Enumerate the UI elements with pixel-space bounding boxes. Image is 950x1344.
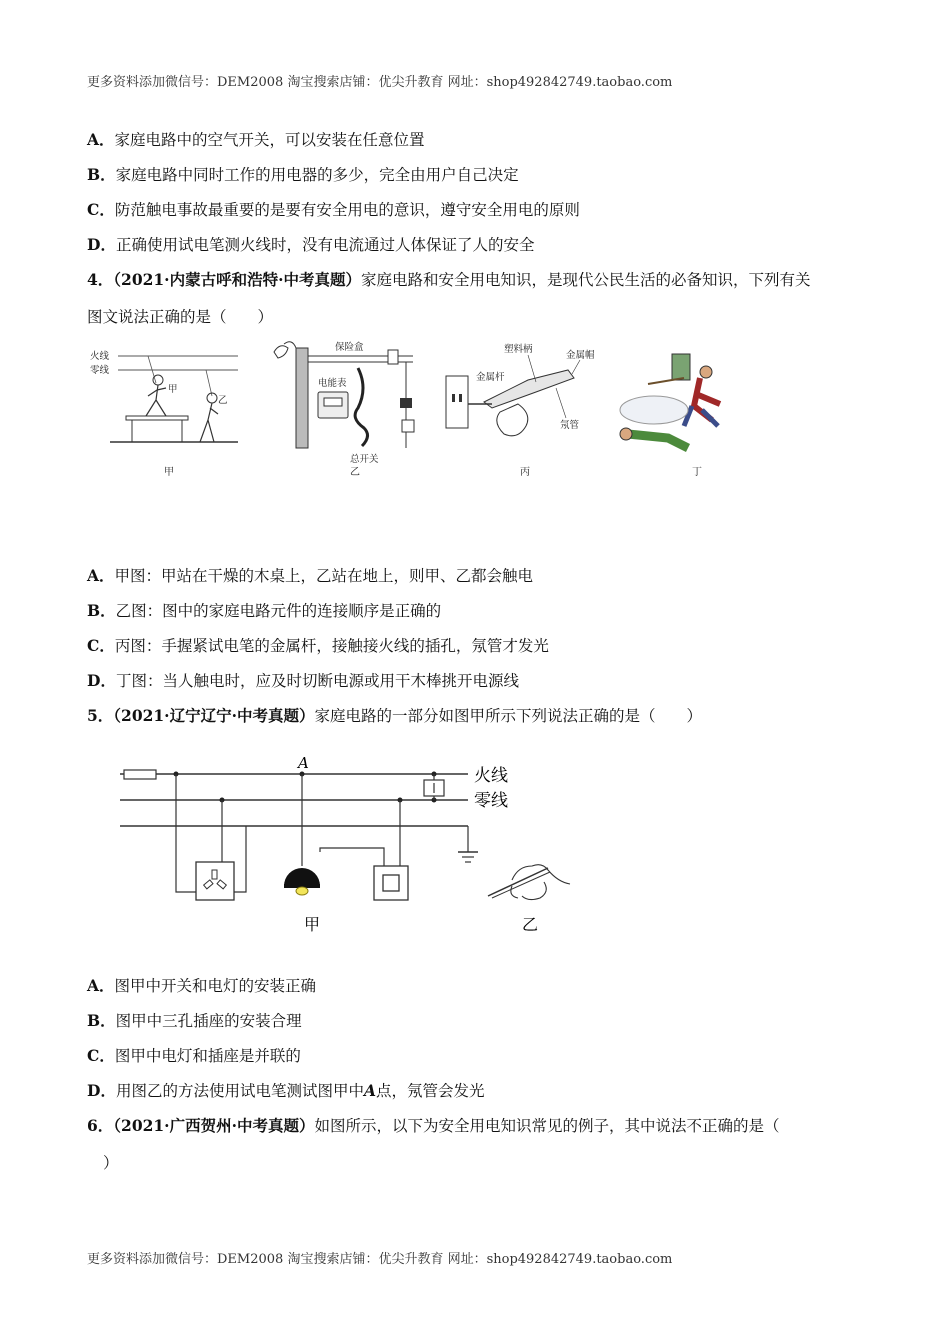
- svg-text:氖管: 氖管: [560, 420, 580, 431]
- svg-text:金属杆: 金属杆: [476, 372, 505, 383]
- q4-option-c: C．丙图：手握紧试电笔的金属杆，接触接火线的插孔，氖管才发光: [87, 636, 549, 655]
- svg-text:零线: 零线: [90, 365, 110, 376]
- q3-option-a: A．家庭电路中的空气开关，可以安装在任意位置: [87, 130, 425, 149]
- q4-figure: [88, 338, 748, 483]
- q4-caption-jia: 甲: [164, 467, 174, 478]
- q5-caption-jia: 甲: [304, 915, 321, 934]
- svg-text:零线: 零线: [474, 791, 508, 811]
- q4-panel-bing: [446, 343, 595, 478]
- svg-text:金属帽: 金属帽: [566, 350, 595, 361]
- svg-text:A: A: [298, 754, 309, 772]
- q5-option-b: B．图甲中三孔插座的安装合理: [87, 1011, 302, 1030]
- svg-text:保险盒: 保险盒: [335, 342, 364, 353]
- q4-panel-yi: [274, 341, 414, 478]
- q3-option-b: B．家庭电路中同时工作的用电器的多少，完全由用户自己决定: [87, 165, 519, 184]
- page-footer: 更多资料添加微信号：DEM2008 淘宝搜索店铺：优尖升教育 网址：shop492842749.taobao.com: [87, 1252, 673, 1267]
- svg-text:电能表: 电能表: [318, 378, 347, 389]
- q6-stem: 6．（2021·广西贺州·中考真题）如图所示，以下为安全用电知识常见的例子，其中说法不正确的是（: [87, 1116, 780, 1135]
- svg-text:火线: 火线: [90, 351, 110, 362]
- q3-option-c: C．防范触电事故最重要的是要有安全用电的意识，遵守安全用电的原则: [87, 200, 580, 219]
- q4-caption-yi: 乙: [350, 467, 360, 478]
- q5-option-a: A．图甲中开关和电灯的安装正确: [87, 976, 317, 995]
- q4-stem-cont: 图文说法正确的是（ ）: [87, 308, 274, 326]
- q5-caption-yi: 乙: [522, 915, 539, 934]
- q4-panel-ding: [620, 354, 720, 478]
- page-header: 更多资料添加微信号：DEM2008 淘宝搜索店铺：优尖升教育 网址：shop492842749.taobao.com: [87, 75, 673, 90]
- q4-option-d: D．丁图：当人触电时，应及时切断电源或用干木棒挑开电源线: [87, 671, 519, 690]
- q4-caption-bing: 丙: [520, 467, 530, 478]
- q4-option-b: B．乙图：图中的家庭电路元件的连接顺序是正确的: [87, 601, 442, 620]
- q4-option-a: A．甲图：甲站在干燥的木桌上，乙站在地上，则甲、乙都会触电: [87, 566, 534, 585]
- q4-stem: 4．（2021·内蒙古呼和浩特·中考真题）家庭电路和安全用电知识，是现代公民生活的必备知识，下列有关: [87, 270, 811, 289]
- q5-option-c: C．图甲中电灯和插座是并联的: [87, 1046, 301, 1065]
- q6-stem-cont: ）: [103, 1154, 119, 1172]
- q4-caption-ding: 丁: [692, 467, 702, 478]
- q5-stem: 5．（2021·辽宁辽宁·中考真题）家庭电路的一部分如图甲所示下列说法正确的是（ ）: [87, 706, 702, 725]
- q5-figure: [112, 748, 582, 938]
- q3-option-d: D．正确使用试电笔测火线时，没有电流通过人体保证了人的安全: [87, 235, 535, 254]
- svg-text:乙: 乙: [218, 395, 228, 406]
- svg-text:塑料柄: 塑料柄: [504, 344, 533, 355]
- svg-text:总开关: 总开关: [350, 454, 379, 465]
- svg-text:甲: 甲: [168, 384, 178, 395]
- svg-text:火线: 火线: [474, 766, 508, 786]
- q4-panel-jia: [90, 350, 238, 478]
- q5-option-d: D．用图乙的方法使用试电笔测试图甲中A点，氖管会发光: [87, 1081, 485, 1100]
